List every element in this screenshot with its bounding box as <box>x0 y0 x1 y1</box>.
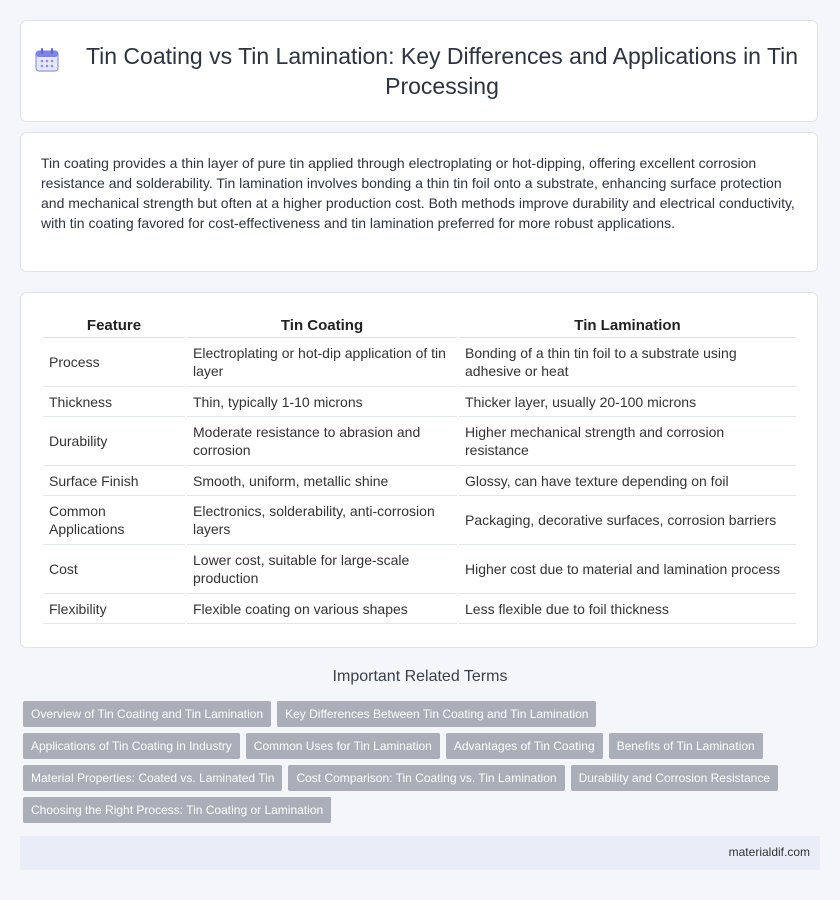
related-term-tag[interactable]: Cost Comparison: Tin Coating vs. Tin Lamination <box>288 765 564 791</box>
row-tin-lamination: Thicker layer, usually 20-100 microns <box>459 387 796 417</box>
related-term-tag[interactable]: Benefits of Tin Lamination <box>609 733 763 759</box>
row-tin-lamination: Bonding of a thin tin foil to a substrate using adhesive or heat <box>459 338 796 387</box>
related-term-tag[interactable]: Choosing the Right Process: Tin Coating or Lamination <box>23 797 331 823</box>
table-row <box>43 496 796 545</box>
table-row <box>43 466 796 496</box>
row-feature: Common Applications <box>43 496 185 545</box>
row-tin-lamination: Higher mechanical strength and corrosion resistance <box>459 417 796 466</box>
title-card <box>20 20 818 122</box>
header-tin-coating: Tin Coating <box>187 313 457 338</box>
row-tin-coating: Thin, typically 1-10 microns <box>187 387 457 417</box>
row-tin-lamination: Less flexible due to foil thickness <box>459 594 796 624</box>
table-row <box>43 545 796 594</box>
footer <box>20 836 820 870</box>
row-tin-coating: Electronics, solderability, anti-corrosion layers <box>187 496 457 545</box>
row-feature: Cost <box>43 545 185 594</box>
table-row <box>43 417 796 466</box>
footer-site-link[interactable]: materialdif.com <box>728 845 810 859</box>
row-feature: Durability <box>43 417 185 466</box>
row-tin-lamination: Glossy, can have texture depending on foil <box>459 466 796 496</box>
related-term-tag[interactable]: Key Differences Between Tin Coating and Tin Lamination <box>277 701 596 727</box>
comparison-table-card <box>20 292 818 648</box>
table-header-row <box>43 313 796 338</box>
row-feature: Flexibility <box>43 594 185 624</box>
related-terms-list <box>23 701 813 823</box>
row-tin-lamination: Higher cost due to material and lamination process <box>459 545 796 594</box>
row-feature: Thickness <box>43 387 185 417</box>
row-tin-coating: Lower cost, suitable for large-scale production <box>187 545 457 594</box>
related-term-tag[interactable]: Common Uses for Tin Lamination <box>246 733 440 759</box>
related-term-tag[interactable]: Overview of Tin Coating and Tin Lamination <box>23 701 271 727</box>
related-term-tag[interactable]: Material Properties: Coated vs. Laminated Tin <box>23 765 282 791</box>
related-term-tag[interactable]: Durability and Corrosion Resistance <box>571 765 778 791</box>
row-feature: Process <box>43 338 185 387</box>
header-feature: Feature <box>43 313 185 338</box>
row-tin-lamination: Packaging, decorative surfaces, corrosion barriers <box>459 496 796 545</box>
related-term-tag[interactable]: Advantages of Tin Coating <box>446 733 603 759</box>
header-tin-lamination: Tin Lamination <box>459 313 796 338</box>
calendar-icon <box>34 47 60 73</box>
row-tin-coating: Moderate resistance to abrasion and corrosion <box>187 417 457 466</box>
row-tin-coating: Smooth, uniform, metallic shine <box>187 466 457 496</box>
table-row <box>43 594 796 624</box>
related-term-tag[interactable]: Applications of Tin Coating in Industry <box>23 733 240 759</box>
row-tin-coating: Electroplating or hot-dip application of tin layer <box>187 338 457 387</box>
row-tin-coating: Flexible coating on various shapes <box>187 594 457 624</box>
title-wrap <box>34 41 804 101</box>
intro-paragraph: Tin coating provides a thin layer of pure tin applied through electroplating or hot-dipping, offering excellent corrosion resistance and solderability. Tin lamination involves bonding a thin tin foil onto a substrate, enhancing surface protection and mechanical strength but often at a higher production cost. Both methods improve durability and electrical conductivity, with tin coating favored for cost-effectiveness and tin lamination preferred for more robust applications. <box>41 155 795 231</box>
table-row <box>43 338 796 387</box>
related-terms-heading: Important Related Terms <box>332 668 508 685</box>
intro-card <box>20 132 818 272</box>
comparison-table <box>41 313 798 624</box>
row-feature: Surface Finish <box>43 466 185 496</box>
table-row <box>43 387 796 417</box>
page-title: Tin Coating vs Tin Lamination: Key Differences and Applications in Tin Processing <box>85 43 799 99</box>
